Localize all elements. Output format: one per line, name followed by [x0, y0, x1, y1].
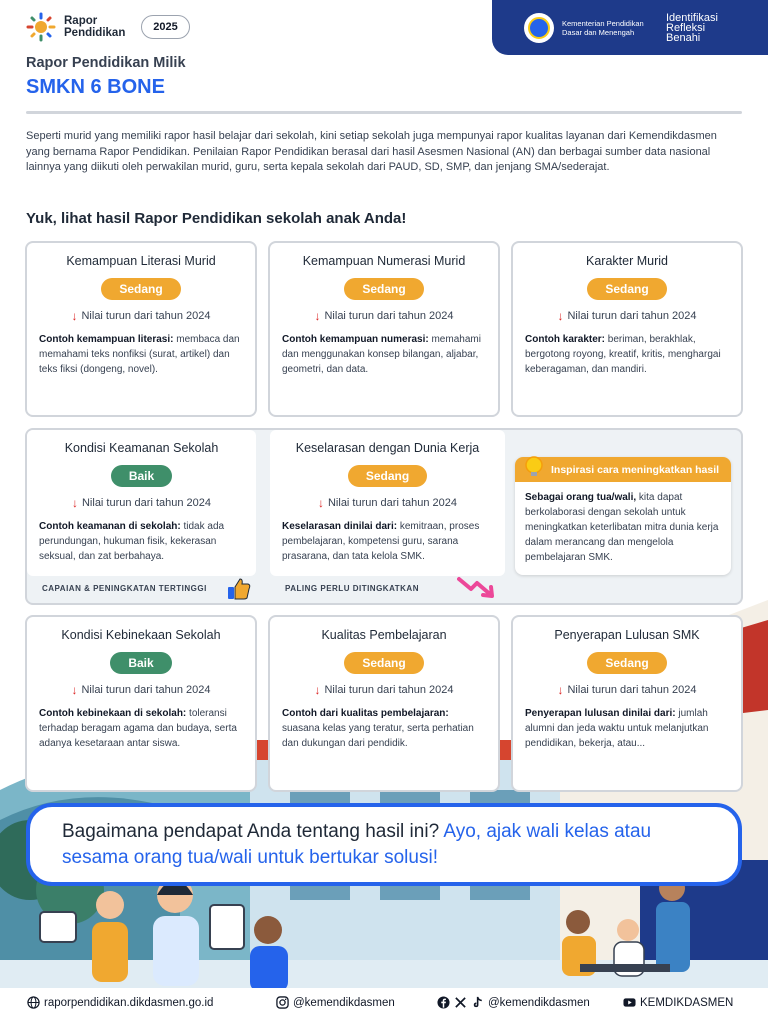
trend-text — [39, 309, 243, 323]
arrow-down-icon: ↓ — [557, 309, 564, 323]
status-badge: Sedang — [101, 278, 180, 300]
tip-text: kita dapat berkolaborasi dengan sekolah untuk meningkatkan keterlibatan mitra dunia kerja dalam merancang dan mengelola pembelajaran SMK. — [525, 492, 719, 563]
status-badge: Baik — [111, 465, 172, 487]
trend-text — [39, 496, 244, 510]
desc-label: Contoh kebinekaan di sekolah: — [39, 708, 187, 719]
intro-paragraph: Seperti murid yang memiliki rapor hasil belajar dari sekolah, kini setiap sekolah juga mempunyai rapor kualitas layanan dari Kemendikdasmen yang bernama Rapor Pendidikan. Penilaian Rapor Pendidikan berasal dari hasil Asesmen Nasional (AN) dan berbagai sumber data nasional lainnya yang diikuti oleh perwakilan murid, guru, serta kepala sekolah dari PAUD, SD, SMP, dan jenjang SMA/sederajat. — [26, 130, 717, 173]
status-badge: Sedang — [587, 652, 666, 674]
ministry-tagline — [666, 13, 718, 43]
trend-down-arrow-icon — [457, 575, 497, 601]
desc-body: memahami dan menggunakan konsep bilangan, aljabar, geometri, dan data. — [282, 334, 481, 375]
card-kebinekaan[interactable] — [25, 615, 257, 792]
card-literasi[interactable] — [25, 241, 257, 417]
school-label: Rapor Pendidikan Milik — [26, 55, 186, 71]
card-penyerapan-lulusan[interactable] — [511, 615, 743, 792]
rapor-pendidikan-logo — [24, 12, 125, 42]
arrow-down-icon: ↓ — [71, 309, 78, 323]
card-description — [39, 706, 243, 751]
instagram-icon — [276, 996, 289, 1009]
desc-label: Contoh kemampuan literasi: — [39, 334, 174, 345]
trend-text — [39, 683, 243, 697]
tip-heading: Inspirasi cara meningkatkan hasil — [551, 463, 720, 476]
ministry-banner — [492, 0, 768, 55]
callout-invitation: Ayo, ajak wali kelas atau sesama orang tua/wali untuk bertukar solusi! — [62, 821, 652, 868]
social-text: @kemendikdasmen — [488, 996, 590, 1009]
card-karakter[interactable] — [511, 241, 743, 417]
trend-label: Nilai turun dari tahun 2024 — [567, 684, 697, 696]
label-highest-achievement: CAPAIAN & PENINGKATAN TERTINGGI — [42, 584, 207, 593]
website-text: raporpendidikan.dikdasmen.go.id — [44, 996, 214, 1009]
desc-body: suasana kelas yang teratur, serta perhatian dan dukungan dari pendidik. — [282, 723, 474, 749]
footer-youtube[interactable] — [623, 996, 733, 1009]
arrow-down-icon: ↓ — [71, 683, 78, 697]
facebook-icon — [437, 996, 450, 1009]
trend-text — [525, 309, 729, 323]
lightbulb-icon — [521, 453, 547, 479]
card-description — [525, 332, 729, 377]
card-description — [282, 706, 486, 751]
desc-body: jumlah alumni dan jeda waktu untuk melanjutkan pendidikan, bekerja, atau... — [525, 708, 709, 749]
tip-header — [515, 457, 731, 482]
status-badge: Baik — [110, 652, 171, 674]
desc-label: Contoh karakter: — [525, 334, 606, 345]
status-badge: Sedang — [344, 278, 423, 300]
arrow-down-icon: ↓ — [314, 683, 321, 697]
tagline-identifikasi: Identifikasi — [666, 11, 718, 24]
card-description — [39, 519, 244, 564]
trend-label: Nilai turun dari tahun 2024 — [324, 310, 454, 322]
desc-body: toleransi terhadap beragam agama dan budaya, serta adanya kesetaraan antar siswa. — [39, 708, 237, 749]
tagline-refleksi: Refleksi — [666, 21, 706, 34]
tip-body — [525, 490, 725, 565]
footer-instagram[interactable] — [276, 996, 395, 1009]
school-name: SMKN 6 BONE — [26, 76, 165, 98]
desc-label: Contoh kemampuan numerasi: — [282, 334, 429, 345]
year-badge: 2025 — [141, 15, 190, 39]
desc-label: Contoh keamanan di sekolah: — [39, 521, 181, 532]
card-description — [39, 332, 243, 377]
desc-label: Penyerapan lulusan dinilai dari: — [525, 708, 676, 719]
arrow-down-icon: ↓ — [314, 309, 321, 323]
card-title: Kondisi Keamanan Sekolah — [64, 441, 219, 455]
desc-body: beriman, berakhlak, bergotong royong, kreatif, kritis, menghargai keberagaman, dan mandiri. — [525, 334, 721, 375]
results-heading: Yuk, lihat hasil Rapor Pendidikan sekolah anak Anda! — [26, 210, 407, 227]
trend-label: Nilai turun dari tahun 2024 — [324, 684, 454, 696]
ministry-seal-icon — [524, 13, 554, 43]
trend-text — [282, 683, 486, 697]
trend-text — [282, 496, 493, 510]
card-description — [525, 706, 729, 751]
sun-logo-icon — [24, 12, 58, 42]
trend-label: Nilai turun dari tahun 2024 — [81, 310, 211, 322]
trend-label: Nilai turun dari tahun 2024 — [327, 497, 458, 509]
trend-label: Nilai turun dari tahun 2024 — [81, 497, 212, 509]
trend-label: Nilai turun dari tahun 2024 — [81, 684, 211, 696]
card-description — [282, 519, 493, 564]
card-title: Kualitas Pembelajaran — [321, 628, 447, 642]
arrow-down-icon: ↓ — [317, 496, 324, 510]
trend-text — [282, 309, 486, 323]
tagline-benahi: Benahi — [666, 31, 701, 44]
header — [0, 0, 768, 110]
tip-label: Sebagai orang tua/wali, — [525, 492, 637, 503]
card-title: Kondisi Kebinekaan Sekolah — [61, 628, 221, 642]
desc-body: tidak ada perundungan, hukuman fisik, kekerasan seksual, dan zat berbahaya. — [39, 521, 225, 562]
trend-label: Nilai turun dari tahun 2024 — [567, 310, 697, 322]
card-numerasi[interactable] — [268, 241, 500, 417]
footer-website[interactable] — [27, 996, 213, 1009]
card-title: Karakter Murid — [586, 254, 668, 268]
card-title: Keselarasan dengan Dunia Kerja — [295, 441, 480, 455]
card-title: Kemampuan Literasi Murid — [66, 254, 216, 268]
discussion-callout — [26, 803, 742, 886]
card-pembelajaran[interactable] — [268, 615, 500, 792]
footer — [0, 988, 768, 1024]
arrow-down-icon: ↓ — [71, 496, 78, 510]
card-keamanan[interactable] — [27, 430, 256, 576]
card-dunia-kerja[interactable] — [270, 430, 505, 576]
status-badge: Sedang — [587, 278, 666, 300]
status-badge: Sedang — [344, 652, 423, 674]
card-description — [282, 332, 486, 377]
status-badge: Sedang — [348, 465, 427, 487]
footer-social[interactable] — [437, 996, 590, 1009]
ministry-name: Kementerian Pendidikan Dasar dan Menengah — [562, 18, 644, 37]
youtube-icon — [623, 996, 636, 1009]
tiktok-icon — [471, 996, 484, 1009]
instagram-text: @kemendikdasmen — [293, 996, 395, 1009]
tip-box — [515, 457, 731, 575]
arrow-down-icon: ↓ — [557, 683, 564, 697]
label-needs-improvement: PALING PERLU DITINGKATKAN — [285, 584, 419, 593]
logo-line-2: Pendidikan — [64, 27, 126, 39]
logo-line-1: Rapor — [64, 15, 98, 27]
desc-body: kemitraan, proses pembelajaran, kompetensi guru, sarana prasarana, dan tata kelola SMK. — [282, 521, 480, 562]
desc-body: membaca dan memahami teks nonfiksi (surat, artikel) dan teks fiksi (dongeng, novel). — [39, 334, 240, 375]
header-divider — [26, 111, 742, 114]
card-title: Kemampuan Numerasi Murid — [302, 254, 466, 268]
thumbs-up-icon — [226, 577, 252, 601]
youtube-text: KEMDIKDASMEN — [640, 996, 734, 1009]
callout-question: Bagaimana pendapat Anda tentang hasil ini? — [62, 821, 444, 842]
desc-label: Keselarasan dinilai dari: — [282, 521, 398, 532]
trend-text — [525, 683, 729, 697]
x-twitter-icon — [454, 996, 467, 1009]
card-title: Penyerapan Lulusan SMK — [554, 628, 700, 642]
desc-label: Contoh dari kualitas pembelajaran: — [282, 708, 449, 719]
globe-icon — [27, 996, 40, 1009]
